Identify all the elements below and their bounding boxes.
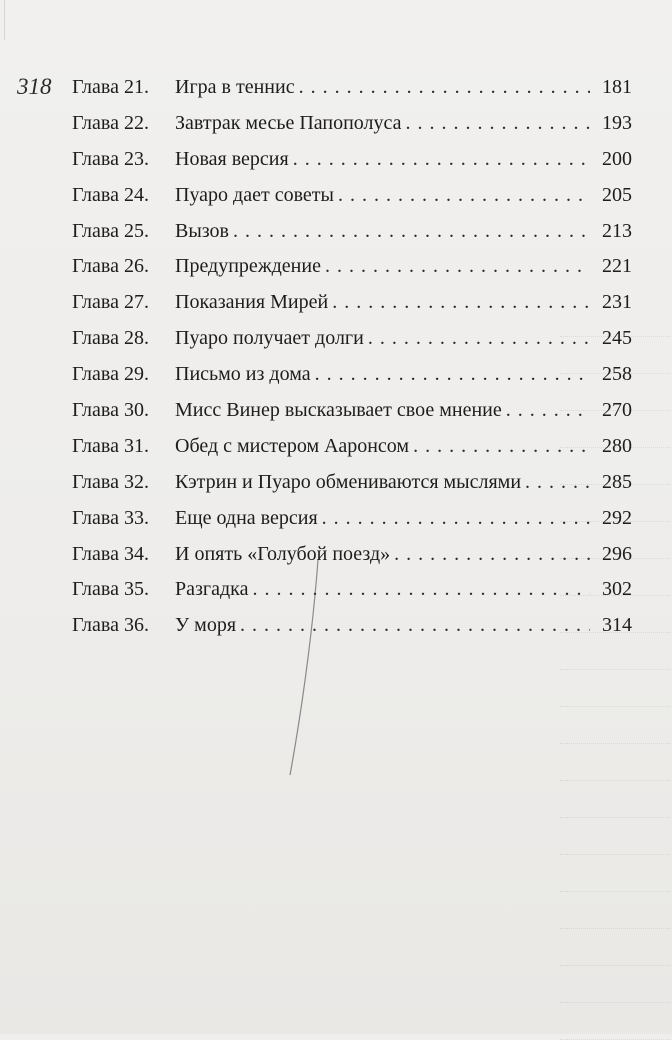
toc-chapter-label: Глава 28. <box>72 327 149 350</box>
toc-page-number: 205 <box>602 183 632 206</box>
toc-title: И опять «Голубой поезд» <box>175 542 391 565</box>
toc-page-number: 285 <box>602 470 632 493</box>
toc-chapter-label: Глава 25. <box>72 219 149 242</box>
toc-chapter-label: Глава 27. <box>72 291 149 314</box>
toc-chapter-label: Глава 32. <box>72 470 149 493</box>
toc-title: Разгадка <box>175 578 249 601</box>
toc-title: Показания Мирей <box>175 291 329 314</box>
toc-title: Мисс Винер высказывает свое мнение <box>175 399 502 422</box>
toc-title: Обед с мистером Ааронсом <box>175 434 410 457</box>
toc-page-number: 213 <box>602 219 632 242</box>
toc-page-number: 314 <box>602 614 632 637</box>
toc-page-number: 302 <box>602 578 632 601</box>
toc-title: Пуаро получает долги <box>175 327 364 350</box>
toc-chapter-label: Глава 31. <box>72 434 149 457</box>
toc-title: Новая версия <box>175 147 289 170</box>
toc-title: Еще одна версия <box>175 506 318 529</box>
toc-chapter-label: Глава 26. <box>72 255 149 278</box>
toc-page-number: 221 <box>602 255 632 278</box>
toc-title: Пуаро дает советы <box>175 183 334 206</box>
toc-title: Игра в теннис <box>175 76 295 98</box>
toc-title: Кэтрин и Пуаро обмениваются мыслями <box>175 470 522 493</box>
toc-page-number: 193 <box>602 111 632 134</box>
toc-chapter-label: Глава 21. <box>72 76 149 98</box>
toc-page-number: 181 <box>602 76 632 98</box>
toc-page-number: 280 <box>602 434 632 457</box>
toc-chapter-label: Глава 30. <box>72 399 149 422</box>
toc-chapter-label: Глава 23. <box>72 147 149 170</box>
toc-title: Предупреждение <box>175 255 321 278</box>
toc-page-number: 296 <box>602 542 632 565</box>
toc-chapter-label: Глава 24. <box>72 183 149 206</box>
toc-page-number: 245 <box>602 327 632 350</box>
toc-title: Письмо из дома <box>175 363 311 386</box>
toc-page-number: 292 <box>602 506 632 529</box>
toc-page-number: 200 <box>602 147 632 170</box>
toc-page-number: 270 <box>602 399 632 422</box>
toc-chapter-label: Глава 35. <box>72 578 149 601</box>
toc-title: Вызов <box>175 219 230 242</box>
toc-title: Завтрак месье Папополуса <box>175 111 402 134</box>
toc-chapter-label: Глава 33. <box>72 506 149 529</box>
toc-chapter-label: Глава 36. <box>72 614 149 637</box>
toc-page-number: 231 <box>602 291 632 314</box>
toc-chapter-label: Глава 34. <box>72 542 149 565</box>
toc-chapter-label: Глава 29. <box>72 363 149 386</box>
toc-chapter-label: Глава 22. <box>72 111 149 134</box>
page-number: 318 <box>17 74 52 99</box>
toc-title: У моря <box>175 614 237 637</box>
toc-page-number: 258 <box>602 363 632 386</box>
